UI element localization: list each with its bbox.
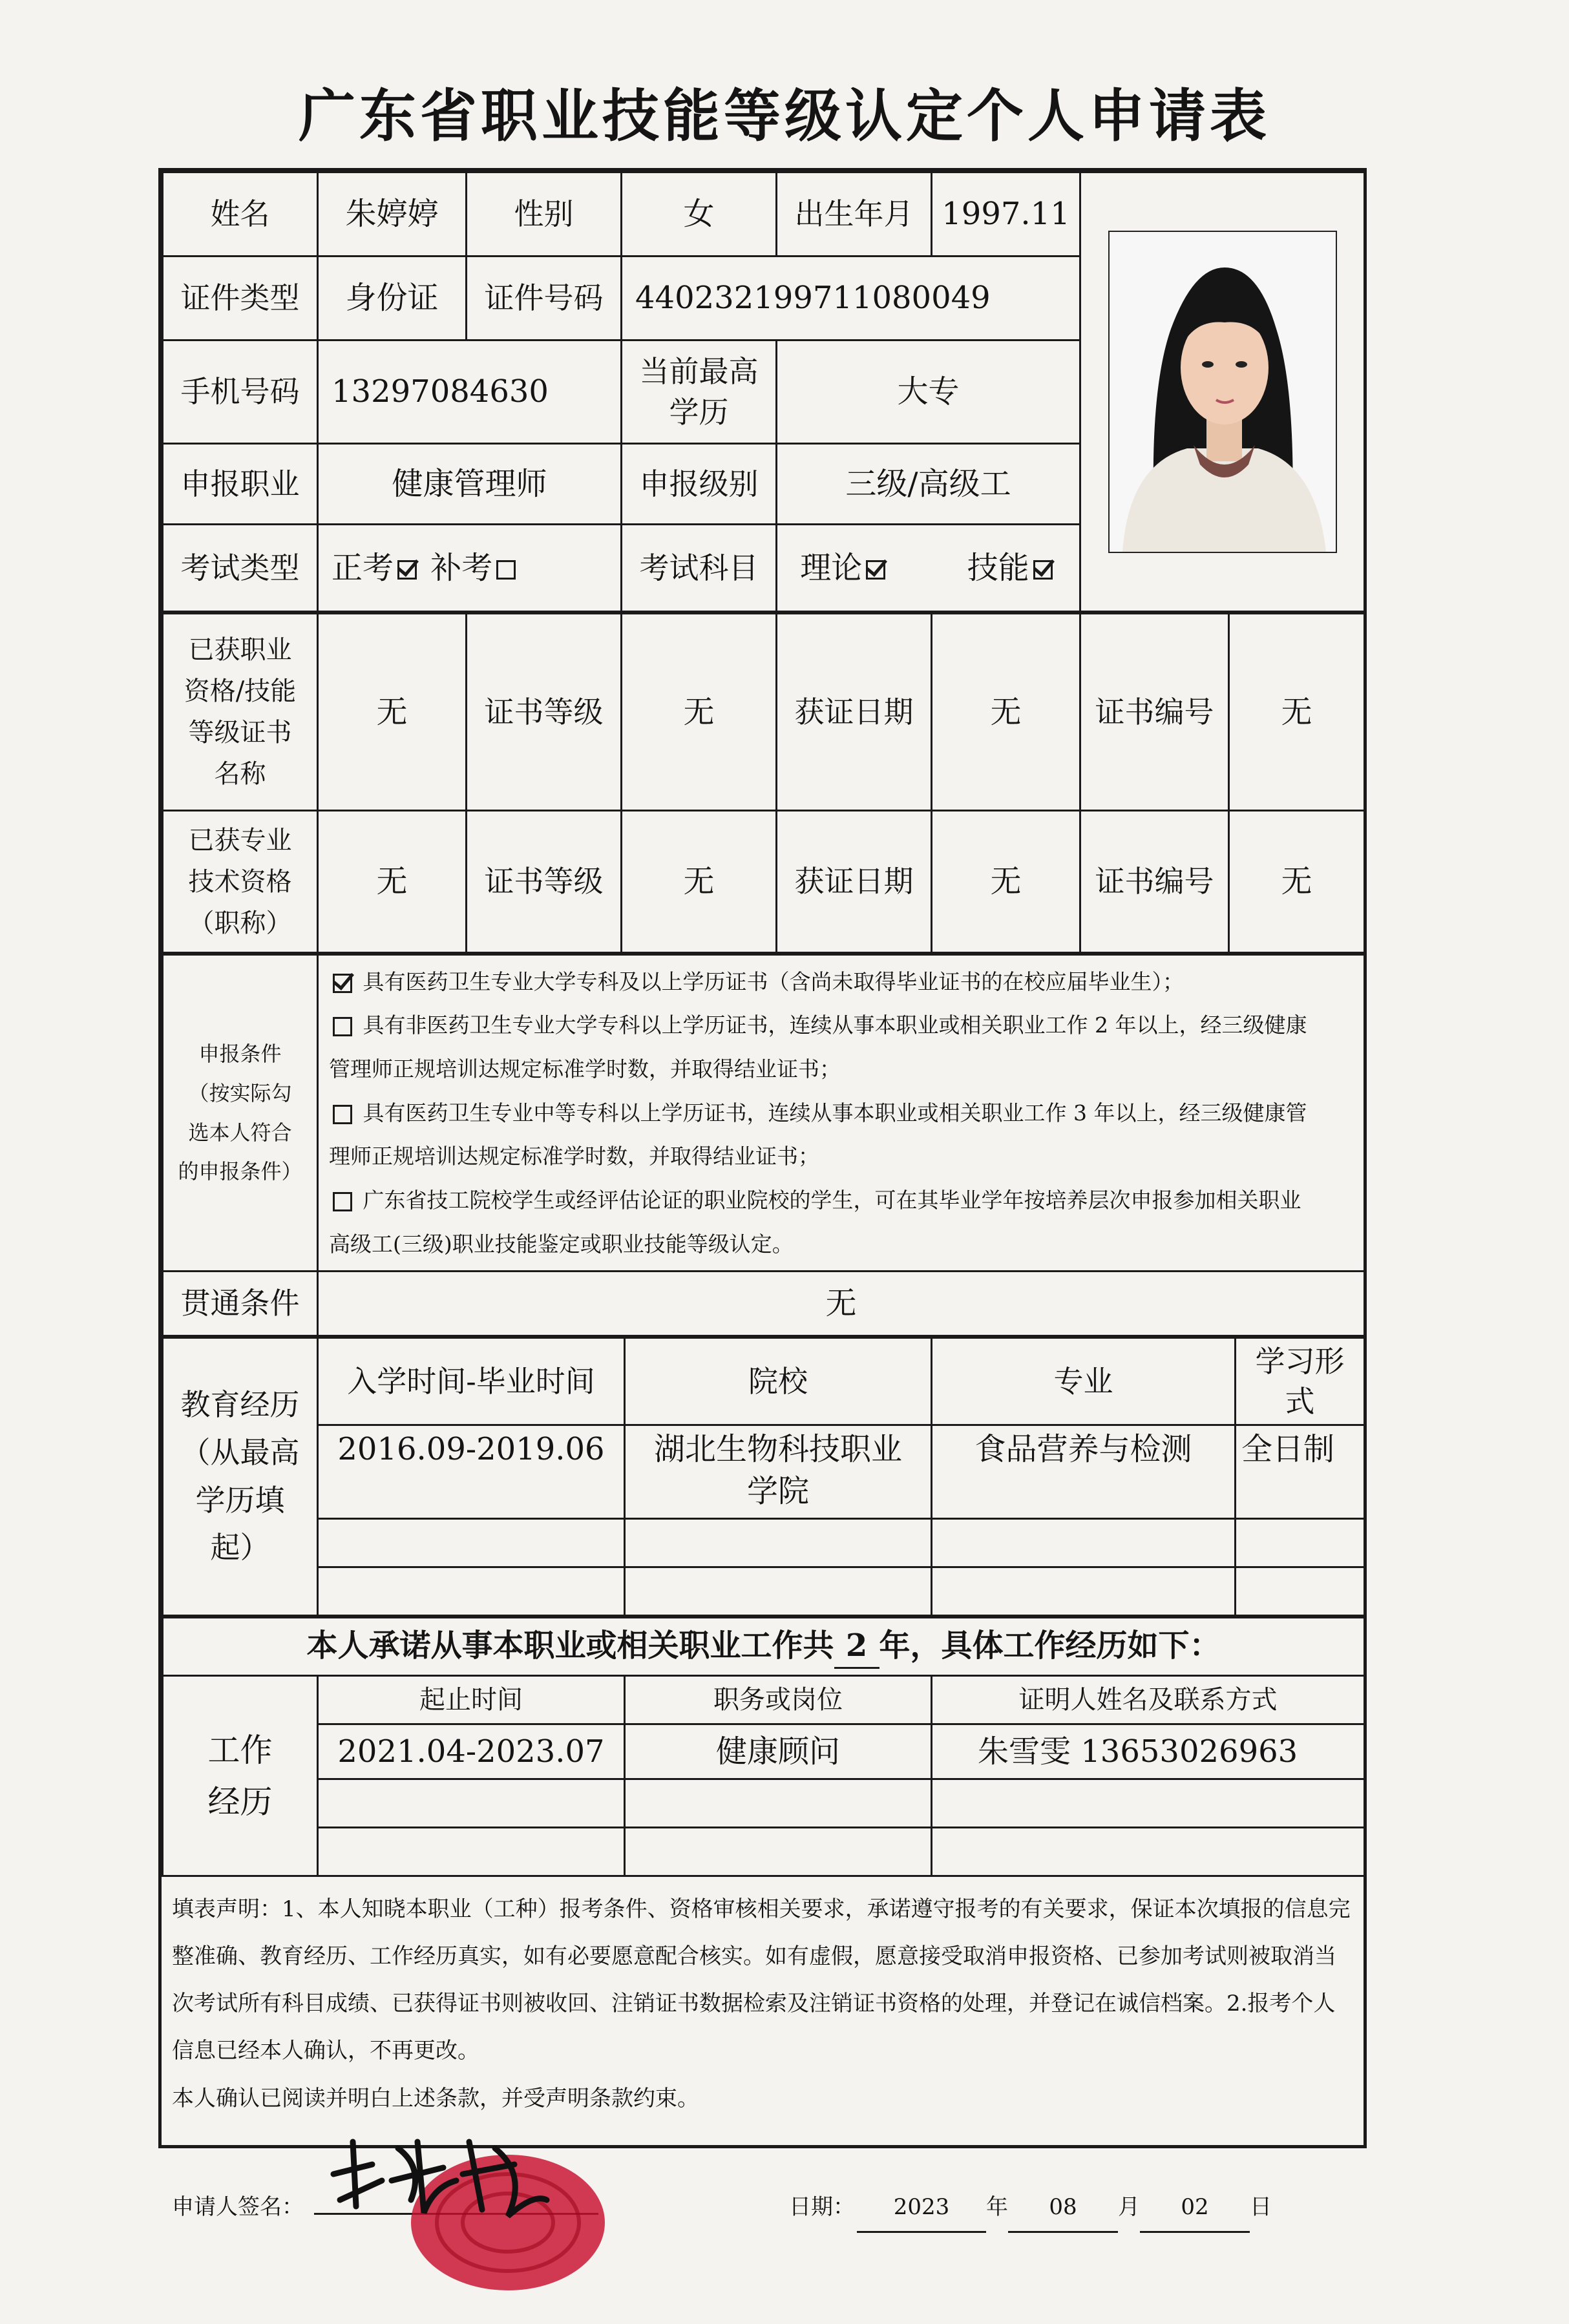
id-type-label: 证件类型 xyxy=(163,256,318,340)
birth-label: 出生年月 xyxy=(777,173,932,256)
condition-item xyxy=(329,1003,1353,1047)
condition-3-text-cont: 理师正规培训达规定标准学时数，并取得结业证书； xyxy=(329,1144,819,1169)
phone-value[interactable]: 13297084630 xyxy=(318,340,622,444)
exam-type-makeup-label: 补考 xyxy=(430,549,493,586)
work-empty-cell[interactable] xyxy=(318,1828,625,1876)
conditions-label-line: （按实际勾 xyxy=(188,1080,292,1105)
education-label-line: 起） xyxy=(210,1530,270,1565)
photo-cell xyxy=(1080,173,1365,612)
cert2-label xyxy=(163,811,318,953)
condition-4-text-cont: 高级工(三级)职业技能鉴定或职业技能等级认定。 xyxy=(329,1231,794,1257)
work-table xyxy=(162,1617,1365,1877)
cert2-grade-label: 证书等级 xyxy=(467,811,622,953)
cert1-grade-label: 证书等级 xyxy=(467,614,622,811)
portrait-image xyxy=(1110,232,1336,552)
conditions-label-line: 申报条件 xyxy=(198,1041,282,1066)
birth-value[interactable]: 1997.11 xyxy=(932,173,1080,256)
cert1-label-line: 已获职业 xyxy=(188,635,292,665)
education-school[interactable] xyxy=(625,1425,932,1519)
id-number-label: 证件号码 xyxy=(467,256,622,340)
subject-theory-checkbox[interactable] xyxy=(866,560,885,580)
cert2-label-line: （职称） xyxy=(188,908,292,938)
work-header-witness: 证明人姓名及联系方式 xyxy=(932,1676,1365,1724)
education-empty-cell[interactable] xyxy=(318,1567,625,1616)
id-number-value[interactable]: 440232199711080049 xyxy=(622,256,1080,340)
education-empty-cell[interactable] xyxy=(625,1519,932,1567)
job-value[interactable]: 健康管理师 xyxy=(318,444,622,525)
education-major[interactable]: 食品营养与检测 xyxy=(932,1425,1236,1519)
cert2-label-line: 已获专业 xyxy=(188,825,292,855)
date-day-unit: 日 xyxy=(1250,2193,1272,2220)
through-label: 贯通条件 xyxy=(163,1272,318,1336)
declaration-line: 信息已经本人确认，不再更改。 xyxy=(172,2038,479,2064)
cert1-label-line: 资格/技能 xyxy=(184,676,297,706)
education-header-major: 专业 xyxy=(932,1338,1236,1425)
application-form xyxy=(158,168,1367,2220)
conditions-table xyxy=(162,954,1365,1337)
applicant-photo xyxy=(1108,231,1337,553)
work-empty-cell[interactable] xyxy=(932,1779,1365,1828)
education-level-label-line2: 学历 xyxy=(669,394,729,430)
education-level-label xyxy=(622,340,777,444)
conditions-label-line: 的申报条件） xyxy=(178,1159,302,1184)
date-day[interactable]: 02 xyxy=(1140,2184,1250,2233)
exam-subject-options xyxy=(777,525,1080,612)
cert2-number-value[interactable]: 无 xyxy=(1229,811,1365,953)
condition-2-text: 具有非医药卫生专业大学专科以上学历证书，连续从事本职业或相关职业工作 2 年以上，经三级健康 xyxy=(363,1012,1307,1038)
education-school-line1: 湖北生物科技职业 xyxy=(653,1431,902,1468)
cert2-label-line: 技术资格 xyxy=(188,866,292,897)
phone-label: 手机号码 xyxy=(163,340,318,444)
cert1-value[interactable]: 无 xyxy=(318,614,467,811)
gender-label: 性别 xyxy=(467,173,622,256)
exam-type-regular-label: 正考 xyxy=(332,549,394,586)
work-empty-cell[interactable] xyxy=(625,1828,932,1876)
work-position[interactable]: 健康顾问 xyxy=(625,1724,932,1779)
exam-type-regular-checkbox[interactable] xyxy=(397,560,417,580)
subject-skill-checkbox[interactable] xyxy=(1033,560,1053,580)
work-empty-cell[interactable] xyxy=(625,1779,932,1828)
education-level-value[interactable]: 大专 xyxy=(777,340,1080,444)
education-empty-cell[interactable] xyxy=(932,1519,1236,1567)
date-label: 日期： xyxy=(789,2193,855,2220)
education-school-line2: 学院 xyxy=(746,1472,809,1509)
education-label-line: 学历填 xyxy=(195,1482,285,1518)
education-header-school: 院校 xyxy=(625,1338,932,1425)
work-promise-post: 年，具体工作经历如下： xyxy=(879,1627,1221,1664)
exam-type-options xyxy=(318,525,622,612)
date-month[interactable]: 08 xyxy=(1008,2184,1118,2233)
condition-4-checkbox[interactable] xyxy=(333,1192,352,1211)
exam-type-label: 考试类型 xyxy=(163,525,318,612)
condition-1-checkbox[interactable] xyxy=(333,974,352,993)
cert1-date-value[interactable]: 无 xyxy=(932,614,1080,811)
condition-item xyxy=(329,1178,1353,1222)
date-year[interactable]: 2023 xyxy=(857,2184,986,2233)
declaration-line: 本人确认已阅读并明白上述条款，并受声明条款约束。 xyxy=(172,2085,699,2111)
date-month-unit: 月 xyxy=(1118,2193,1140,2220)
condition-2-text-cont: 管理师正规培训达规定标准学时数，并取得结业证书； xyxy=(329,1056,841,1082)
subject-skill-label: 技能 xyxy=(967,549,1029,586)
declaration-line: 整准确、教育经历、工作经历真实，如有必要愿意配合核实。如有虚假，愿意接受取消申报资格、已参加考试则被取消当 xyxy=(172,1943,1336,1970)
level-value[interactable]: 三级/高级工 xyxy=(777,444,1080,525)
level-label: 申报级别 xyxy=(622,444,777,525)
conditions-list xyxy=(318,955,1365,1272)
id-type-value[interactable]: 身份证 xyxy=(318,256,467,340)
basic-info-table xyxy=(162,171,1365,612)
work-witness[interactable]: 朱雪雯 13653026963 xyxy=(932,1724,1365,1779)
work-label xyxy=(163,1676,318,1876)
subject-theory-label: 理论 xyxy=(800,549,863,586)
condition-2-checkbox[interactable] xyxy=(333,1017,352,1036)
work-label-line: 工作 xyxy=(207,1731,273,1769)
condition-4-text: 广东省技工院校学生或经评估论证的职业院校的学生，可在其毕业学年按培养层次申报参加相关职业 xyxy=(363,1187,1301,1213)
cert1-label-line: 等级证书 xyxy=(188,718,292,748)
exam-type-makeup-checkbox[interactable] xyxy=(496,560,516,580)
education-label-line: 教育经历 xyxy=(180,1387,300,1423)
condition-item xyxy=(329,960,1353,1004)
cert1-grade-value[interactable]: 无 xyxy=(622,614,777,811)
education-label-line: （从最高 xyxy=(180,1435,300,1470)
education-header-mode: 学习形式 xyxy=(1236,1338,1365,1425)
cert2-number-label: 证书编号 xyxy=(1080,811,1229,953)
declaration xyxy=(162,1877,1364,2232)
education-empty-cell[interactable] xyxy=(318,1519,625,1567)
certificates-table xyxy=(162,612,1365,954)
work-period[interactable]: 2021.04-2023.07 xyxy=(318,1724,625,1779)
education-mode[interactable]: 全日制 xyxy=(1236,1425,1365,1519)
conditions-label xyxy=(163,955,318,1272)
education-empty-cell[interactable] xyxy=(1236,1567,1365,1616)
date-year-unit: 年 xyxy=(986,2193,1008,2220)
cert1-label-line: 名称 xyxy=(214,759,266,789)
condition-3-text: 具有医药卫生专业中等专科以上学历证书，连续从事本职业或相关职业工作 3 年以上，经三级健康管 xyxy=(363,1100,1307,1125)
work-header-period: 起止时间 xyxy=(318,1676,625,1724)
name-label: 姓名 xyxy=(163,173,318,256)
work-promise-pre: 本人承诺从事本职业或相关职业工作共 xyxy=(306,1627,834,1664)
page-title: 广东省职业技能等级认定个人申请表 xyxy=(298,82,1270,149)
work-years[interactable]: 2 xyxy=(834,1625,879,1669)
through-value[interactable]: 无 xyxy=(318,1272,1365,1336)
work-promise xyxy=(163,1618,1365,1676)
education-table xyxy=(162,1337,1365,1617)
job-label: 申报职业 xyxy=(163,444,318,525)
education-empty-cell[interactable] xyxy=(1236,1519,1365,1567)
cert1-label xyxy=(163,614,318,811)
cert2-date-label: 获证日期 xyxy=(777,811,932,953)
education-empty-cell[interactable] xyxy=(932,1567,1236,1616)
education-header-period: 入学时间-毕业时间 xyxy=(318,1338,625,1425)
fingerprint-signature xyxy=(321,2103,644,2290)
work-header-position: 职务或岗位 xyxy=(625,1676,932,1724)
conditions-label-line: 选本人符合 xyxy=(188,1120,292,1145)
cert1-number-value[interactable]: 无 xyxy=(1229,614,1365,811)
gender-value[interactable]: 女 xyxy=(622,173,777,256)
cert1-number-label: 证书编号 xyxy=(1080,614,1229,811)
date-fields xyxy=(857,2184,1272,2233)
cert2-date-value[interactable]: 无 xyxy=(932,811,1080,953)
cert2-grade-value[interactable]: 无 xyxy=(622,811,777,953)
work-empty-cell[interactable] xyxy=(932,1828,1365,1876)
education-empty-cell[interactable] xyxy=(625,1567,932,1616)
condition-3-checkbox[interactable] xyxy=(333,1105,352,1124)
cert2-value[interactable]: 无 xyxy=(318,811,467,953)
cert1-date-label: 获证日期 xyxy=(777,614,932,811)
work-empty-cell[interactable] xyxy=(318,1779,625,1828)
work-label-line: 经历 xyxy=(207,1783,273,1821)
condition-item xyxy=(329,1091,1353,1135)
signature-row xyxy=(172,2122,1353,2232)
exam-subject-label: 考试科目 xyxy=(622,525,777,612)
education-period[interactable]: 2016.09-2019.06 xyxy=(318,1425,625,1519)
education-label xyxy=(163,1338,318,1616)
condition-1-text: 具有医药卫生专业大学专科及以上学历证书（含尚未取得毕业证书的在校应届毕业生）； xyxy=(363,968,1184,994)
education-level-label-line1: 当前最高 xyxy=(639,354,759,390)
declaration-line: 填表声明：1、本人知晓本职业（工种）报考条件、资格审核相关要求，承诺遵守报考的有关要求，保证本次填报的信息完 xyxy=(172,1896,1351,1923)
signature-label: 申请人签名： xyxy=(172,2193,304,2220)
name-value[interactable]: 朱婷婷 xyxy=(318,173,467,256)
declaration-line: 次考试所有科目成绩、已获得证书则被收回、注销证书数据检索及注销证书资格的处理，并登记在诚信档案。2.报考个人 xyxy=(172,1991,1336,2017)
